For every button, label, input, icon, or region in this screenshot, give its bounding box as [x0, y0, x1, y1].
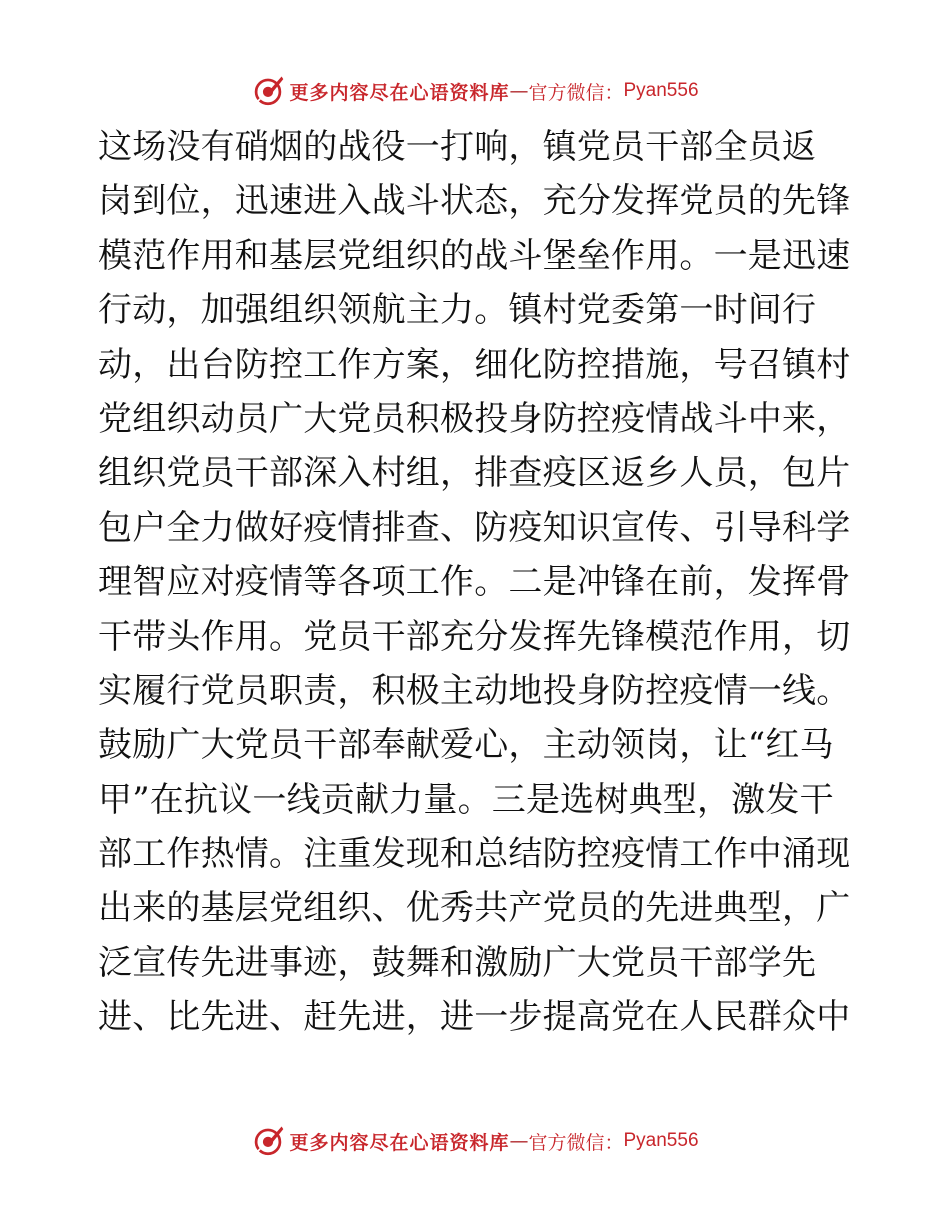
- footer-banner: [0, 1121, 950, 1161]
- header-wechat-id: Pyan556: [623, 80, 699, 101]
- pen-logo-icon: [251, 1124, 285, 1158]
- body-line: 理智应对疫情等各项工作。二是冲锋在前，发挥骨: [98, 562, 851, 603]
- body-line: 干带头作用。党员干部充分发挥先锋模范作用，切: [98, 616, 851, 657]
- header-banner: [0, 71, 950, 111]
- body-line: 组织党员干部深入村组，排查疫区返乡人员，包片: [98, 453, 851, 494]
- body-line: 岗到位，迅速进入战斗状态，充分发挥党员的先锋: [98, 181, 851, 222]
- body-line: 党组织动员广大党员积极投身防控疫情战斗中来，: [98, 398, 851, 439]
- body-line: 出来的基层党组织、优秀共产党员的先进典型，广: [98, 888, 851, 929]
- header-separator: —: [509, 80, 529, 102]
- header-wechat-label: 官方微信：: [528, 81, 624, 104]
- pen-logo-icon: [251, 74, 285, 108]
- body-line: 实履行党员职责，积极主动地投身防控疫情一线。: [98, 670, 851, 711]
- header-main-text: 更多内容尽在心语资料库: [289, 81, 510, 104]
- body-line: 包户全力做好疫情排查、防疫知识宣传、引导科学: [98, 507, 851, 548]
- body-line: 这场没有硝烟的战役一打响，镇党员干部全员返: [98, 127, 817, 167]
- body-line: 鼓励广大党员干部奉献爱心，主动领岗，让“红马: [98, 725, 834, 766]
- body-line: 甲”在抗议一线贡献力量。三是选树典型，激发干: [98, 779, 834, 820]
- body-line: 模范作用和基层党组织的战斗堡垒作用。一是迅速: [98, 235, 851, 276]
- footer-wechat-label: 官方微信：: [528, 1131, 624, 1154]
- body-line: 行动，加强组织领航主力。镇村党委第一时间行: [98, 290, 817, 331]
- body-paragraph: [98, 120, 858, 1045]
- body-line: 泛宣传先进事迹，鼓舞和激励广大党员干部学先: [98, 942, 817, 983]
- footer-main-text: 更多内容尽在心语资料库: [289, 1131, 510, 1154]
- footer-wechat-id: Pyan556: [623, 1130, 699, 1151]
- body-line: 部工作热情。注重发现和总结防控疫情工作中涌现: [98, 834, 851, 875]
- body-line: 进、比先进、赶先进，进一步提高党在人民群众中: [98, 997, 851, 1038]
- body-line: 动，出台防控工作方案，细化防控措施，号召镇村: [98, 344, 851, 385]
- footer-separator: —: [509, 1130, 529, 1152]
